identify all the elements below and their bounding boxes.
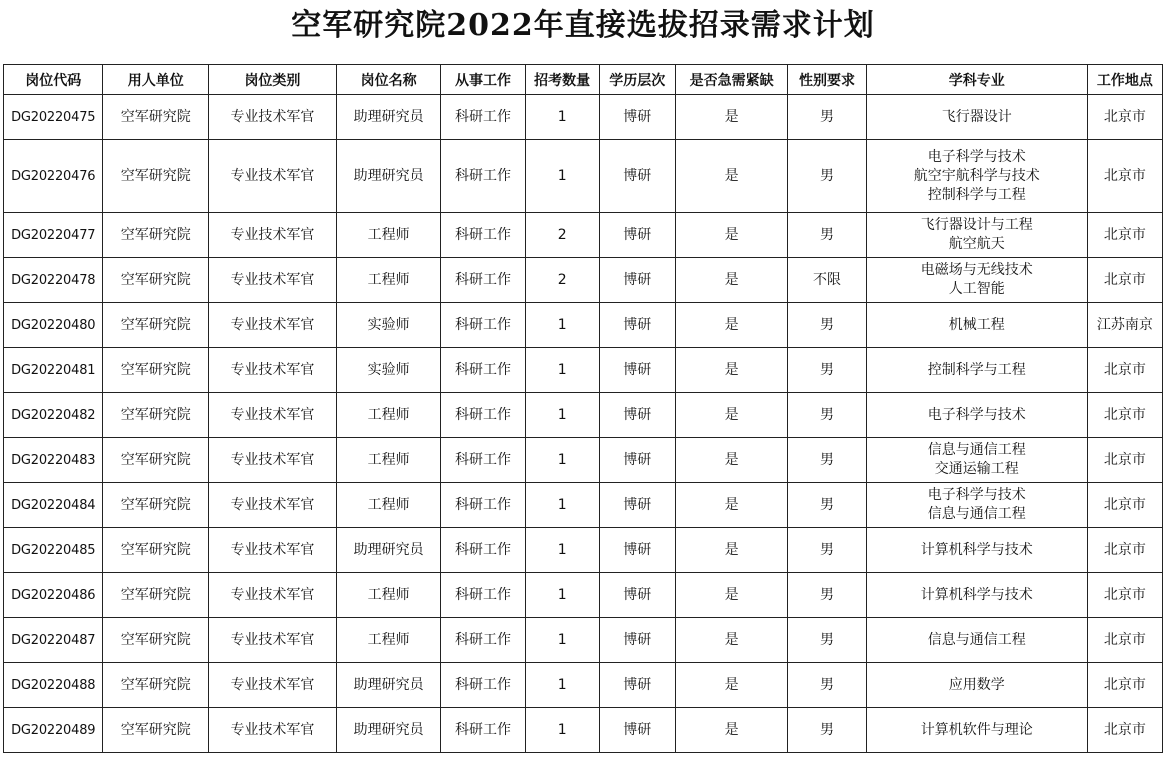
cell-code: DG20220476 <box>4 140 103 213</box>
cell-education: 博研 <box>599 528 675 573</box>
header-education: 学历层次 <box>599 65 675 95</box>
cell-unit: 空军研究院 <box>103 573 209 618</box>
cell-code: DG20220480 <box>4 303 103 348</box>
major-item: 信息与通信工程 <box>927 506 1026 522</box>
cell-unit: 空军研究院 <box>103 140 209 213</box>
table-row <box>4 258 1163 303</box>
cell-category: 专业技术军官 <box>209 528 337 573</box>
cell-gender: 男 <box>788 140 866 213</box>
cell-code: DG20220478 <box>4 258 103 303</box>
cell-education: 博研 <box>599 618 675 663</box>
cell-majors <box>866 573 1087 618</box>
cell-category: 专业技术军官 <box>209 258 337 303</box>
cell-work: 科研工作 <box>441 573 525 618</box>
cell-urgent: 是 <box>675 438 788 483</box>
cell-count: 1 <box>525 393 599 438</box>
cell-education: 博研 <box>599 393 675 438</box>
cell-location: 北京市 <box>1087 140 1162 213</box>
cell-location: 北京市 <box>1087 708 1162 753</box>
cell-position-name: 工程师 <box>336 213 441 258</box>
cell-unit: 空军研究院 <box>103 438 209 483</box>
cell-code: DG20220481 <box>4 348 103 393</box>
cell-gender: 男 <box>788 393 866 438</box>
major-item: 电子科学与技术 <box>927 487 1026 503</box>
cell-unit: 空军研究院 <box>103 213 209 258</box>
cell-count: 1 <box>525 140 599 213</box>
major-item: 人工智能 <box>948 281 1005 297</box>
header-count: 招考数量 <box>525 65 599 95</box>
table-row <box>4 528 1163 573</box>
cell-position-name: 工程师 <box>336 573 441 618</box>
cell-work: 科研工作 <box>441 708 525 753</box>
major-item: 信息与通信工程 <box>927 631 1026 648</box>
header-majors: 学科专业 <box>866 65 1087 95</box>
cell-majors <box>866 213 1087 258</box>
cell-majors <box>866 140 1087 213</box>
cell-urgent: 是 <box>675 663 788 708</box>
table-row <box>4 708 1163 753</box>
cell-code: DG20220487 <box>4 618 103 663</box>
cell-code: DG20220477 <box>4 213 103 258</box>
cell-position-name: 助理研究员 <box>336 708 441 753</box>
cell-majors <box>866 95 1087 140</box>
cell-majors <box>866 303 1087 348</box>
cell-location: 北京市 <box>1087 348 1162 393</box>
major-item: 应用数学 <box>948 676 1005 693</box>
header-row <box>4 65 1163 95</box>
cell-majors <box>866 483 1087 528</box>
cell-location: 北京市 <box>1087 213 1162 258</box>
table-row <box>4 618 1163 663</box>
header-unit: 用人单位 <box>103 65 209 95</box>
major-item: 航空宇航科学与技术 <box>913 167 1040 184</box>
cell-code: DG20220488 <box>4 663 103 708</box>
cell-gender: 男 <box>788 303 866 348</box>
cell-urgent: 是 <box>675 573 788 618</box>
document-title: 空军研究院2022年直接选拔招录需求计划 <box>291 8 875 43</box>
cell-category: 专业技术军官 <box>209 663 337 708</box>
cell-work: 科研工作 <box>441 258 525 303</box>
cell-category: 专业技术军官 <box>209 213 337 258</box>
major-item: 计算机科学与技术 <box>920 541 1033 558</box>
cell-majors <box>866 528 1087 573</box>
table-row <box>4 663 1163 708</box>
cell-unit: 空军研究院 <box>103 303 209 348</box>
cell-urgent: 是 <box>675 95 788 140</box>
major-item: 电磁场与无线技术 <box>920 262 1033 278</box>
table-row <box>4 573 1163 618</box>
cell-education: 博研 <box>599 708 675 753</box>
cell-urgent: 是 <box>675 348 788 393</box>
cell-work: 科研工作 <box>441 618 525 663</box>
cell-work: 科研工作 <box>441 393 525 438</box>
cell-count: 1 <box>525 438 599 483</box>
cell-code: DG20220486 <box>4 573 103 618</box>
header-name: 岗位名称 <box>336 65 441 95</box>
cell-unit: 空军研究院 <box>103 258 209 303</box>
header-code: 岗位代码 <box>4 65 103 95</box>
cell-majors <box>866 618 1087 663</box>
cell-unit: 空军研究院 <box>103 663 209 708</box>
cell-position-name: 工程师 <box>336 438 441 483</box>
cell-education: 博研 <box>599 303 675 348</box>
cell-category: 专业技术军官 <box>209 348 337 393</box>
major-item: 计算机科学与技术 <box>920 586 1033 603</box>
cell-position-name: 实验师 <box>336 303 441 348</box>
cell-location: 北京市 <box>1087 393 1162 438</box>
cell-category: 专业技术军官 <box>209 708 337 753</box>
major-item: 控制科学与工程 <box>927 361 1026 378</box>
cell-education: 博研 <box>599 140 675 213</box>
cell-count: 1 <box>525 95 599 140</box>
cell-work: 科研工作 <box>441 663 525 708</box>
cell-location: 北京市 <box>1087 528 1162 573</box>
cell-count: 1 <box>525 483 599 528</box>
table-row <box>4 213 1163 258</box>
cell-code: DG20220485 <box>4 528 103 573</box>
cell-urgent: 是 <box>675 528 788 573</box>
cell-work: 科研工作 <box>441 438 525 483</box>
cell-work: 科研工作 <box>441 528 525 573</box>
cell-count: 1 <box>525 303 599 348</box>
cell-work: 科研工作 <box>441 95 525 140</box>
cell-gender: 男 <box>788 708 866 753</box>
cell-unit: 空军研究院 <box>103 528 209 573</box>
cell-unit: 空军研究院 <box>103 618 209 663</box>
cell-gender: 男 <box>788 95 866 140</box>
cell-gender: 男 <box>788 483 866 528</box>
cell-work: 科研工作 <box>441 213 525 258</box>
cell-work: 科研工作 <box>441 140 525 213</box>
cell-majors <box>866 663 1087 708</box>
cell-urgent: 是 <box>675 213 788 258</box>
cell-position-name: 助理研究员 <box>336 140 441 213</box>
cell-education: 博研 <box>599 258 675 303</box>
cell-position-name: 工程师 <box>336 393 441 438</box>
header-location: 工作地点 <box>1087 65 1162 95</box>
table-row <box>4 393 1163 438</box>
cell-category: 专业技术军官 <box>209 618 337 663</box>
cell-work: 科研工作 <box>441 348 525 393</box>
cell-code: DG20220475 <box>4 95 103 140</box>
cell-unit: 空军研究院 <box>103 708 209 753</box>
cell-position-name: 工程师 <box>336 618 441 663</box>
cell-category: 专业技术军官 <box>209 95 337 140</box>
cell-education: 博研 <box>599 438 675 483</box>
cell-location: 北京市 <box>1087 95 1162 140</box>
cell-gender: 男 <box>788 663 866 708</box>
cell-location: 北京市 <box>1087 483 1162 528</box>
cell-position-name: 助理研究员 <box>336 528 441 573</box>
cell-unit: 空军研究院 <box>103 393 209 438</box>
major-item: 信息与通信工程 <box>927 442 1026 458</box>
cell-count: 1 <box>525 528 599 573</box>
cell-gender: 男 <box>788 213 866 258</box>
header-urgent: 是否急需紧缺 <box>675 65 788 95</box>
table-row <box>4 348 1163 393</box>
cell-majors <box>866 348 1087 393</box>
cell-category: 专业技术军官 <box>209 483 337 528</box>
cell-location: 北京市 <box>1087 258 1162 303</box>
cell-education: 博研 <box>599 213 675 258</box>
cell-location: 北京市 <box>1087 573 1162 618</box>
major-item: 机械工程 <box>948 316 1005 333</box>
major-item: 飞行器设计 <box>941 108 1012 125</box>
recruitment-table <box>3 64 1163 753</box>
cell-position-name: 实验师 <box>336 348 441 393</box>
cell-work: 科研工作 <box>441 483 525 528</box>
cell-majors <box>866 393 1087 438</box>
cell-code: DG20220483 <box>4 438 103 483</box>
major-item: 航空航天 <box>948 236 1005 252</box>
cell-count: 1 <box>525 663 599 708</box>
cell-location: 北京市 <box>1087 438 1162 483</box>
table-row <box>4 483 1163 528</box>
cell-count: 1 <box>525 348 599 393</box>
cell-category: 专业技术军官 <box>209 573 337 618</box>
cell-location: 北京市 <box>1087 618 1162 663</box>
cell-majors <box>866 438 1087 483</box>
major-item: 交通运输工程 <box>934 461 1019 477</box>
cell-gender: 男 <box>788 528 866 573</box>
cell-education: 博研 <box>599 663 675 708</box>
cell-gender: 男 <box>788 573 866 618</box>
cell-code: DG20220489 <box>4 708 103 753</box>
cell-unit: 空军研究院 <box>103 483 209 528</box>
cell-urgent: 是 <box>675 303 788 348</box>
cell-urgent: 是 <box>675 618 788 663</box>
cell-majors <box>866 258 1087 303</box>
cell-unit: 空军研究院 <box>103 95 209 140</box>
table-row <box>4 95 1163 140</box>
table-body <box>4 95 1163 753</box>
cell-education: 博研 <box>599 348 675 393</box>
cell-location: 江苏南京 <box>1087 303 1162 348</box>
cell-code: DG20220484 <box>4 483 103 528</box>
major-item: 电子科学与技术 <box>927 148 1026 165</box>
cell-location: 北京市 <box>1087 663 1162 708</box>
cell-category: 专业技术军官 <box>209 393 337 438</box>
header-gender: 性别要求 <box>788 65 866 95</box>
cell-gender: 男 <box>788 618 866 663</box>
major-item: 控制科学与工程 <box>927 186 1026 203</box>
cell-code: DG20220482 <box>4 393 103 438</box>
major-item: 计算机软件与理论 <box>920 721 1033 738</box>
cell-education: 博研 <box>599 95 675 140</box>
header-work: 从事工作 <box>441 65 525 95</box>
cell-count: 2 <box>525 258 599 303</box>
cell-category: 专业技术军官 <box>209 140 337 213</box>
cell-category: 专业技术军官 <box>209 303 337 348</box>
cell-position-name: 助理研究员 <box>336 95 441 140</box>
major-item: 飞行器设计与工程 <box>920 217 1033 233</box>
cell-urgent: 是 <box>675 483 788 528</box>
cell-count: 1 <box>525 573 599 618</box>
major-item: 电子科学与技术 <box>927 406 1026 423</box>
header-category: 岗位类别 <box>209 65 337 95</box>
cell-count: 1 <box>525 708 599 753</box>
cell-work: 科研工作 <box>441 303 525 348</box>
cell-unit: 空军研究院 <box>103 348 209 393</box>
table-row <box>4 303 1163 348</box>
cell-count: 1 <box>525 618 599 663</box>
cell-gender: 男 <box>788 438 866 483</box>
cell-position-name: 工程师 <box>336 258 441 303</box>
cell-gender: 不限 <box>788 258 866 303</box>
cell-count: 2 <box>525 213 599 258</box>
cell-education: 博研 <box>599 573 675 618</box>
cell-education: 博研 <box>599 483 675 528</box>
cell-urgent: 是 <box>675 258 788 303</box>
cell-urgent: 是 <box>675 393 788 438</box>
cell-urgent: 是 <box>675 140 788 213</box>
cell-urgent: 是 <box>675 708 788 753</box>
table-row <box>4 438 1163 483</box>
cell-category: 专业技术军官 <box>209 438 337 483</box>
table-row <box>4 140 1163 213</box>
cell-position-name: 助理研究员 <box>336 663 441 708</box>
cell-gender: 男 <box>788 348 866 393</box>
cell-position-name: 工程师 <box>336 483 441 528</box>
cell-majors <box>866 708 1087 753</box>
